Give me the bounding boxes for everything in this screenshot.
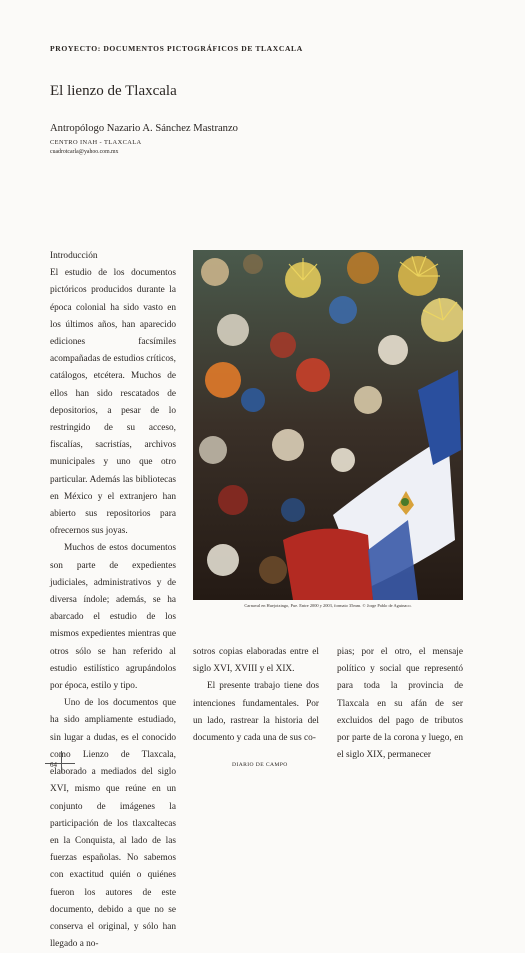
article-title: El lienzo de Tlaxcala bbox=[50, 83, 177, 99]
author-institution: CENTRO INAH - TLAXCALA bbox=[50, 139, 142, 146]
body-column-1 bbox=[50, 248, 176, 953]
crop-mark-vertical bbox=[61, 751, 62, 773]
body-column-3 bbox=[337, 644, 463, 764]
photo-caption: Carnaval en Huejotzingo, Pue. Entre 2000 y 2003, formato 35mm. © Jorge Pablo de Aguinaco. bbox=[244, 603, 412, 608]
section-kicker: PROYECTO: DOCUMENTOS PICTOGRÁFICOS DE TLAXCALA bbox=[50, 44, 303, 53]
paragraph: El estudio de los documentos pictóricos producidos durante la época colonial ha sido vasto en los últimos años, han aparecido ediciones facsímiles acompañadas de estudios críticos, catálogos, etcétera. Muchos de ellos han sido rescatados de depositorios, a pesar de lo restringido de su acceso, fiscalías, sacristías, archivos municipales y uno que otro particular. Además las bibliotecas en México y el extranjero han abierto sus repositorios para ofrecernos sus joyas. bbox=[50, 268, 176, 537]
body-column-2 bbox=[193, 644, 319, 747]
paragraph: sotros copias elaboradas entre el siglo XVI, XVIII y el XIX. bbox=[193, 647, 319, 675]
paragraph: Muchos de estos documentos son parte de expedientes judiciales, administrativos y de diversa índole; además, se ha abarcado el estudio de los mismos expedientes mientras que otros sólo se han referido al estudio estilístico agrupándolos por época, estilo y tipo. bbox=[50, 543, 176, 692]
carnival-photo bbox=[193, 250, 463, 600]
section-heading: Introducción bbox=[50, 251, 98, 261]
paragraph: pias; por el otro, el mensaje político y social que representó para toda la provincia de Tlaxcala en su afán de ser excluidos del pago de tributos por parte de la corona y luego, en el siglo XIX, permanecer bbox=[337, 647, 463, 761]
author-name: Antropólogo Nazario A. Sánchez Mastranzo bbox=[50, 123, 238, 134]
author-email: cuadrotcarla@yahoo.com.mx bbox=[50, 149, 119, 155]
paragraph: El presente trabajo tiene dos intenciones fundamentales. Por un lado, rastrear la historia del documento y cada una de sus co- bbox=[193, 681, 319, 744]
paragraph: Uno de los documentos que ha sido ampliamente estudiado, sin lugar a dudas, es el conocido como Lienzo de Tlaxcala, elaborado a mediados del siglo XVI, mismo que reúne en un conjunto de imágenes la participación de los tlaxcaltecas en la Conquista, al lado de las fuerzas españolas. No sabemos con exactitud quién o quiénes fueron los autores de este documento, debido a que no se conserva el original, y sólo han llegado a no- bbox=[50, 698, 176, 950]
page-number: 64 bbox=[50, 761, 57, 769]
journal-name: DIARIO DE CAMPO bbox=[232, 762, 288, 768]
